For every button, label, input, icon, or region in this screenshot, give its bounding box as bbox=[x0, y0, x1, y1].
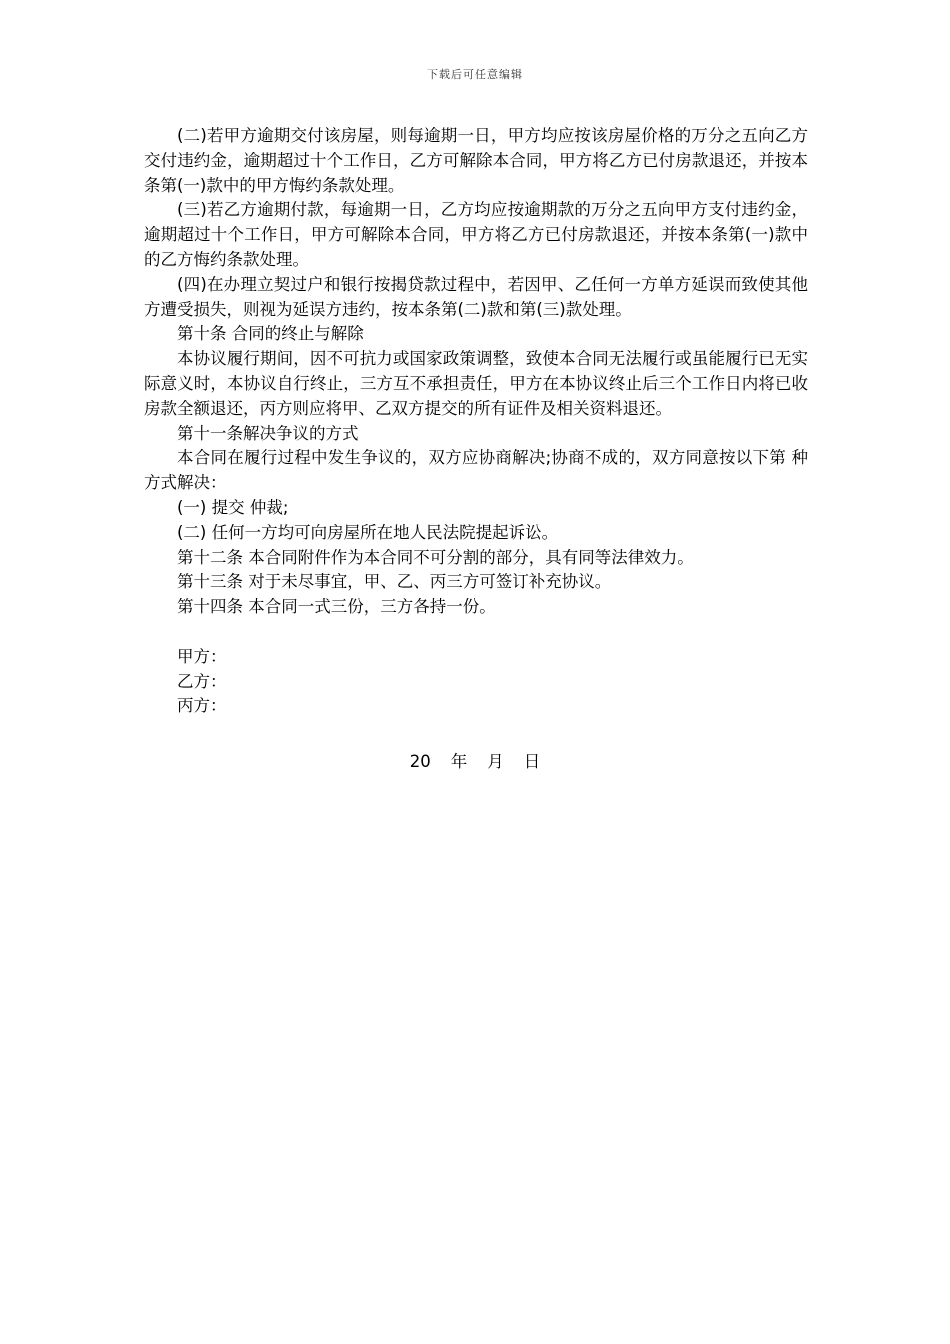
date-day-unit: 日 bbox=[523, 752, 541, 771]
signature-party-b: 乙方： bbox=[177, 671, 227, 691]
date-year: 20 bbox=[409, 752, 431, 771]
article-12: 第十二条 本合同附件作为本合同不可分割的部分，具有同等法律效力。 bbox=[177, 547, 694, 567]
article-13: 第十三条 对于未尽事宜，甲、乙、丙三方可签订补充协议。 bbox=[177, 572, 612, 592]
article-10-body: 本协议履行期间，因不可抗力或国家政策调整，致使本合同无法履行或虽能履行已无实际意义时，本协议自行终止，三方互不承担责任，甲方在本协议终止后三个工作日内将已收房款全额退还，丙方则应将甲、乙双方提交的所有证件及相关资料退还。 bbox=[144, 349, 808, 418]
contract-body bbox=[144, 124, 808, 719]
article-11-body: 本合同在履行过程中发生争议的，双方应协商解决;协商不成的，双方同意按以下第 种方式解决： bbox=[144, 448, 808, 493]
date-month-unit: 月 bbox=[487, 752, 504, 771]
clause-3-late-payment: (三)若乙方逾期付款，每逾期一日，乙方均应按逾期款的万分之五向甲方支付违约金，逾期超过十个工作日，甲方可解除本合同，甲方将乙方已付房款退还，并按本条第(一)款中的乙方悔约条款处理。 bbox=[144, 200, 808, 269]
article-14: 第十四条 本合同一式三份，三方各持一份。 bbox=[177, 597, 496, 617]
article-11-option-1: (一) 提交 仲裁; bbox=[177, 497, 289, 517]
signature-party-a: 甲方： bbox=[177, 646, 227, 666]
article-10-heading: 第十条 合同的终止与解除 bbox=[177, 324, 364, 344]
article-11-heading: 第十一条解决争议的方式 bbox=[177, 423, 359, 443]
clause-4-transfer-delay: (四)在办理立契过户和银行按揭贷款过程中，若因甲、乙任何一方单方延误而致使其他方遭受损失，则视为延误方违约，按本条第(二)款和第(三)款处理。 bbox=[144, 274, 808, 319]
clause-2-late-delivery: (二)若甲方逾期交付该房屋，则每逾期一日，甲方均应按该房屋价格的万分之五向乙方交付违约金，逾期超过十个工作日，乙方可解除本合同，甲方将乙方已付房款退还，并按本条第(一)款中的甲方悔约条款处理。 bbox=[144, 126, 808, 195]
date-year-unit: 年 bbox=[450, 752, 468, 771]
article-11-option-2: (二) 任何一方均可向房屋所在地人民法院提起诉讼。 bbox=[177, 522, 559, 542]
page-header: 下载后可任意编辑 bbox=[427, 68, 523, 81]
spacer bbox=[144, 620, 808, 645]
signing-date bbox=[0, 748, 950, 772]
signature-party-c: 丙方： bbox=[177, 696, 227, 716]
